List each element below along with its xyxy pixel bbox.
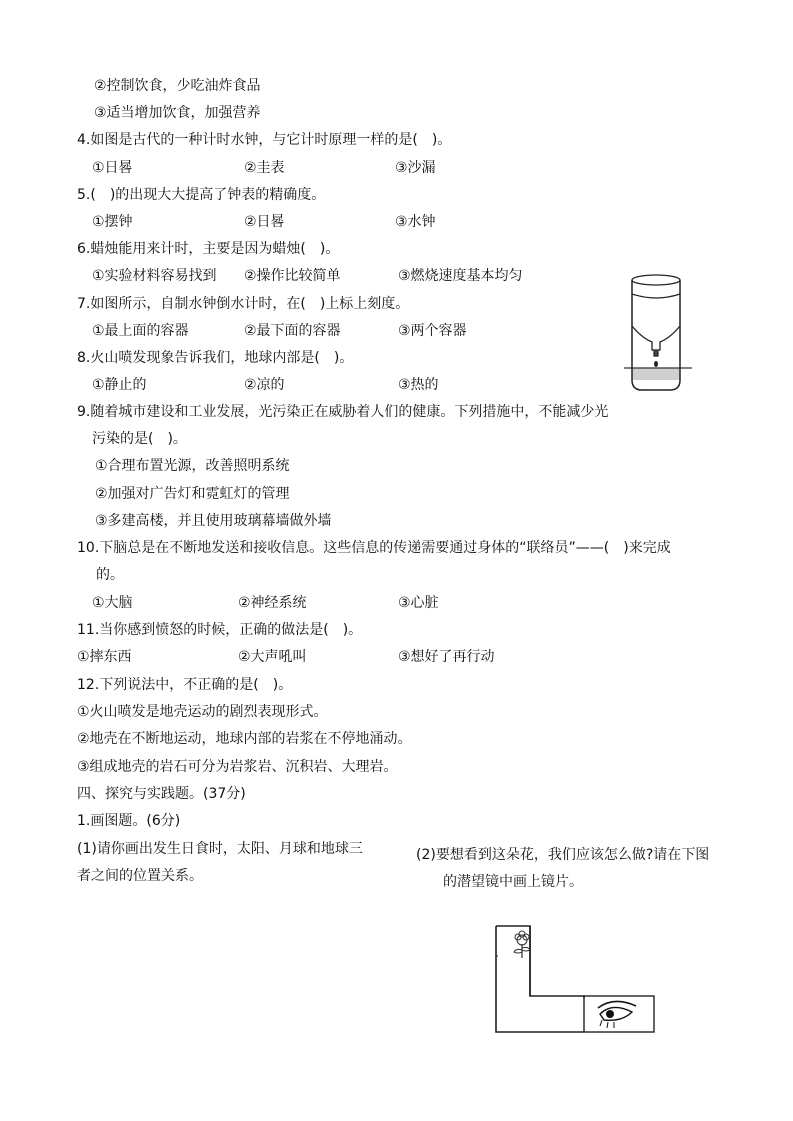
flower-icon xyxy=(514,931,530,958)
q6-stem: 6.蜡烛能用来计时，主要是因为蜡烛( )。 xyxy=(77,241,340,257)
q7-option-3: ③两个容器 xyxy=(398,323,467,339)
upper-container-bottom xyxy=(632,326,680,350)
q7-stem: 7.如图所示，自制水钟倒水计时，在( )上标上刻度。 xyxy=(77,296,410,312)
q5-option-2: ②日晷 xyxy=(244,214,285,230)
q8-option-1: ①静止的 xyxy=(92,377,147,393)
q4-option-3: ③沙漏 xyxy=(395,160,436,176)
q12-option-3: ③组成地壳的岩石可分为岩浆岩、沉积岩、大理岩。 xyxy=(77,759,398,775)
q10-option-3: ③心脏 xyxy=(398,595,439,611)
q9-stem-line1: 9.随着城市建设和工业发展，光污染正在威胁着人们的健康。下列措施中，不能减少光 xyxy=(77,404,609,420)
q7-option-1: ①最上面的容器 xyxy=(92,323,189,339)
q4-stem: 4.如图是古代的一种计时水钟，与它计时原理一样的是( )。 xyxy=(77,132,452,148)
upper-water-surface xyxy=(632,294,680,298)
periscope-outer-wall xyxy=(496,926,584,998)
draw2-line1: (2)要想看到这朵花，我们应该怎么做?请在下图 xyxy=(416,847,710,863)
q12-option-2: ②地壳在不断地运动，地球内部的岩浆在不停地涌动。 xyxy=(77,731,412,747)
q12-option-1: ①火山喷发是地壳运动的剧烈表现形式。 xyxy=(77,704,328,720)
q3-option-3: ③适当增加饮食，加强营养 xyxy=(94,105,261,121)
periscope-figure xyxy=(492,922,662,1038)
q5-option-1: ①摆钟 xyxy=(92,214,133,230)
q7-option-2: ②最下面的容器 xyxy=(244,323,341,339)
q4-option-1: ①日晷 xyxy=(92,160,133,176)
q10-option-2: ②神经系统 xyxy=(238,595,307,611)
q12-stem: 12.下列说法中，不正确的是( )。 xyxy=(77,677,293,693)
draw1-line1: (1)请你画出发生日食时，太阳、月球和地球三 xyxy=(77,841,363,857)
water-drop xyxy=(654,361,658,367)
q11-option-2: ②大声吼叫 xyxy=(238,649,307,665)
q3-option-2: ②控制饮食，少吃油炸食品 xyxy=(94,78,261,94)
water-clock-figure xyxy=(612,272,702,400)
section4-heading: 四、探究与实践题。(37分) xyxy=(77,786,246,802)
q8-stem: 8.火山喷发现象告诉我们，地球内部是( )。 xyxy=(77,350,354,366)
q11-option-3: ③想好了再行动 xyxy=(398,649,495,665)
q9-option-1: ①合理布置光源，改善照明系统 xyxy=(95,458,290,474)
draw2-line2: 的潜望镜中画上镜片。 xyxy=(443,874,583,890)
q4-option-2: ②圭表 xyxy=(244,160,285,176)
q11-stem: 11.当你感到愤怒的时候，正确的做法是( )。 xyxy=(77,622,363,638)
q10-stem-line2: 的。 xyxy=(96,567,124,583)
q5-stem: 5.( )的出现大大提高了钟表的精确度。 xyxy=(77,187,326,203)
section4-sub1: 1.画图题。(6分) xyxy=(77,813,181,829)
q10-option-1: ①大脑 xyxy=(92,595,133,611)
q9-option-3: ③多建高楼，并且使用玻璃幕墙做外墙 xyxy=(95,513,332,529)
q9-stem-line2: 污染的是( )。 xyxy=(92,431,187,447)
q9-option-2: ②加强对广告灯和霓虹灯的管理 xyxy=(95,486,290,502)
q6-option-1: ①实验材料容易找到 xyxy=(92,268,217,284)
q6-option-3: ③燃烧速度基本均匀 xyxy=(398,268,523,284)
q8-option-3: ③热的 xyxy=(398,377,439,393)
q11-option-1: ①摔东西 xyxy=(77,649,132,665)
q6-option-2: ②操作比较简单 xyxy=(244,268,341,284)
q10-stem-line1: 10.下脑总是在不断地发送和接收信息。这些信息的传递需要通过身体的“联络员”——( )来完成 xyxy=(77,540,671,556)
lower-water xyxy=(632,368,680,380)
q8-option-2: ②凉的 xyxy=(244,377,285,393)
eye-icon xyxy=(598,1001,636,1028)
draw1-line2: 者之间的位置关系。 xyxy=(77,868,203,884)
q5-option-3: ③水钟 xyxy=(395,214,436,230)
